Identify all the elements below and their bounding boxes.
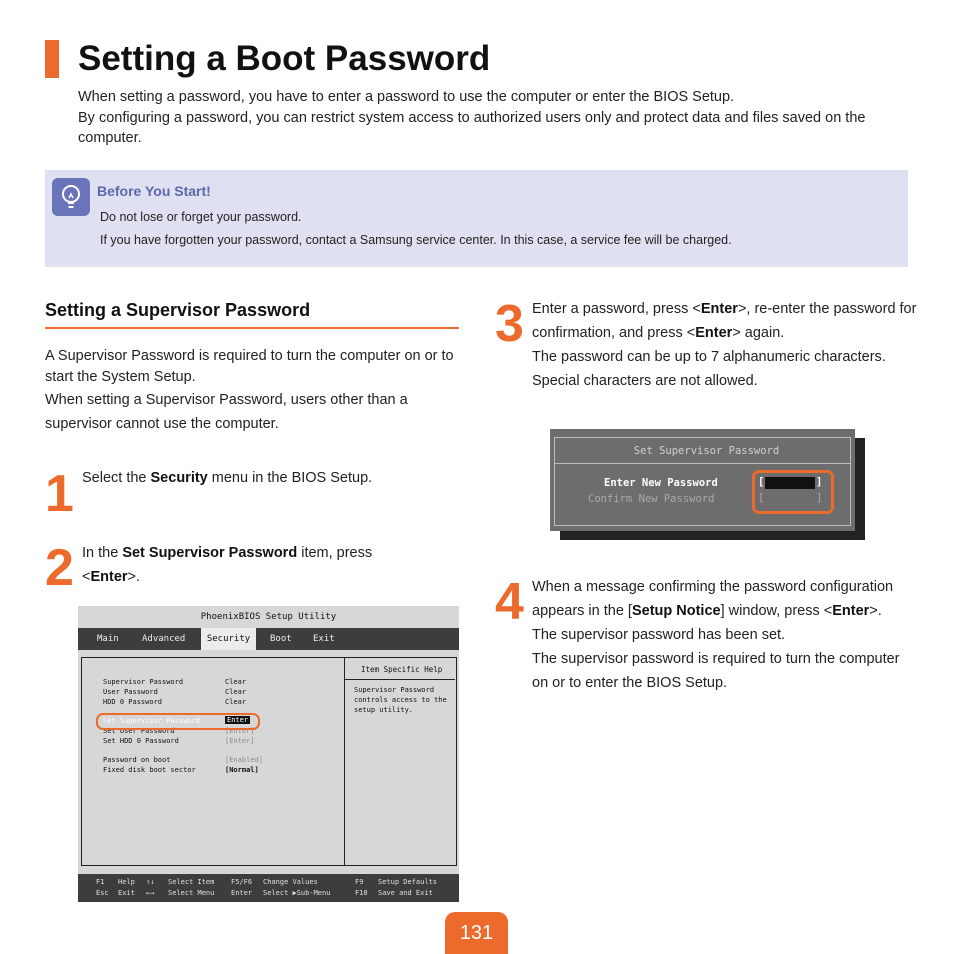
- bios-value-password-on-boot: [Enabled]: [225, 756, 263, 764]
- new-password-bracket-close: ]: [816, 476, 823, 488]
- page-title: Setting a Boot Password: [78, 39, 491, 78]
- step-1-text: [82, 466, 462, 490]
- step-4-extra-1: The supervisor password has been set.: [532, 627, 786, 643]
- step-3-pre: Enter a password, press <: [532, 301, 701, 317]
- step-3-mid: >, re-enter the password for confirmation, and press <: [532, 301, 917, 341]
- bios-key-setup-defaults: Setup Defaults: [378, 878, 438, 886]
- bios-value-supervisor-password: Clear: [225, 678, 247, 686]
- page-number-badge: 131: [445, 912, 508, 954]
- bios-item-set-hdd0-password[interactable]: Set HDD 0 Password: [103, 737, 179, 745]
- bios-value-set-hdd0-password: [Enter]: [225, 737, 255, 745]
- intro-line-1: When setting a password, you have to enter a password to use the computer or enter the BIOS Setup.: [78, 89, 735, 105]
- step-3-bold: Enter: [700, 301, 738, 317]
- bios-title: PhoenixBIOS Setup Utility: [200, 612, 337, 622]
- bios-value-user-password: Clear: [225, 688, 247, 696]
- step-2-number: 2: [45, 539, 74, 597]
- section-title: Setting a Supervisor Password: [45, 300, 311, 320]
- confirm-password-bracket-open: [: [758, 492, 765, 504]
- tip-line-2: If you have forgotten your password, contact a Samsung service center. In this case, a service fee will be charged.: [100, 233, 732, 247]
- updown-arrows-icon: ↑↓: [146, 878, 155, 886]
- step-4-bold2: Enter: [832, 603, 870, 619]
- bios-screenshot: [78, 606, 459, 902]
- title-accent-bar: [45, 40, 59, 78]
- bios-key-esc: Esc: [96, 889, 109, 897]
- bios-key-help-bar: [78, 874, 459, 902]
- bios-key-enter: Enter: [231, 889, 253, 897]
- password-dialog-title: Set Supervisor Password: [633, 445, 780, 457]
- bios-help-rule: [345, 679, 455, 680]
- tip-title: Before You Start!: [97, 183, 211, 199]
- step-2-pre: In the: [82, 545, 123, 561]
- enter-new-password-label: Enter New Password: [604, 477, 718, 489]
- bios-key-f10: F10: [355, 889, 368, 897]
- step-1-number: 1: [45, 465, 74, 523]
- step-3-bold2: Enter: [695, 325, 733, 341]
- bios-value-set-user-password: [Enter]: [225, 727, 255, 735]
- step-4-post: >.: [869, 603, 882, 619]
- section-body-line-2: When setting a Supervisor Password, users other than a supervisor cannot use the computer.: [45, 392, 408, 432]
- step-1-post: menu in the BIOS Setup.: [207, 470, 373, 486]
- step-3-post: > again.: [732, 325, 785, 341]
- bios-help-title: Item Specific Help: [361, 665, 443, 674]
- bios-menu-bar: [78, 628, 459, 650]
- bios-value-set-supervisor-password[interactable]: Enter: [227, 716, 249, 724]
- bios-key-save-exit: Save and Exit: [378, 889, 433, 897]
- step-4-pre: When a message confirming the password configuration appears in the [: [532, 579, 894, 619]
- step-3-text: [532, 297, 917, 393]
- bios-key-f1: F1: [96, 878, 105, 886]
- bios-menu-security[interactable]: Security: [201, 628, 256, 650]
- bios-key-help: Help: [118, 878, 135, 886]
- bios-item-user-password[interactable]: User Password: [103, 688, 158, 696]
- step-2-mid: item, press <: [82, 545, 373, 585]
- confirm-password-bracket-close: ]: [816, 492, 823, 504]
- bios-item-hdd0-password[interactable]: HDD 0 Password: [103, 698, 163, 706]
- step-1-bold: Security: [150, 470, 208, 486]
- step-1-pre: Select the: [82, 470, 151, 486]
- bios-panel-divider: [344, 657, 345, 866]
- bios-key-f5f6: F5/F6: [231, 878, 253, 886]
- bios-menu-exit[interactable]: Exit: [313, 634, 335, 644]
- lightbulb-icon: [52, 178, 90, 216]
- bios-value-fixed-disk-boot-sector: [Normal]: [225, 766, 259, 774]
- step-2-bold2: Enter: [90, 569, 128, 585]
- section-body-line-1: A Supervisor Password is required to turn the computer on or to start the System Setup.: [45, 348, 454, 385]
- intro-line-2: By configuring a password, you can restrict system access to authorized users only and protect data and files saved on the computer.: [78, 109, 866, 146]
- bios-item-supervisor-password[interactable]: Supervisor Password: [103, 678, 184, 686]
- intro-text: [78, 87, 918, 149]
- step-4-extra-2: The supervisor password is required to turn the computer on or to enter the BIOS Setup.: [532, 651, 900, 691]
- new-password-bracket-open: [: [758, 476, 765, 488]
- bios-help-line-2: controls access to the: [354, 696, 447, 704]
- bios-menu-main[interactable]: Main: [97, 634, 119, 644]
- bios-value-hdd0-password: Clear: [225, 698, 247, 706]
- section-underline: [45, 327, 459, 329]
- bios-key-select-menu: Select Menu: [168, 889, 215, 897]
- bios-item-password-on-boot[interactable]: Password on boot: [103, 756, 171, 764]
- step-4-mid: ] window, press <: [720, 603, 833, 619]
- bios-key-select-submenu: Select ▶Sub-Menu: [263, 889, 331, 897]
- bios-item-fixed-disk-boot-sector[interactable]: Fixed disk boot sector: [103, 766, 196, 774]
- bios-item-set-user-password[interactable]: Set User Password: [103, 727, 175, 735]
- step-2-post: >.: [127, 569, 141, 585]
- bios-menu-advanced[interactable]: Advanced: [142, 634, 186, 644]
- leftright-arrows-icon: ←→: [146, 889, 155, 897]
- set-supervisor-password-highlight: [96, 713, 260, 730]
- bios-help-line-3: setup utility.: [354, 706, 414, 714]
- bios-key-exit: Exit: [118, 889, 135, 897]
- bios-key-change-values: Change Values: [263, 878, 318, 886]
- section-body: [45, 346, 460, 436]
- bios-item-set-supervisor-password[interactable]: Set Supervisor Password: [103, 717, 200, 725]
- confirm-new-password-label: Confirm New Password: [588, 493, 715, 505]
- bios-key-f9: F9: [355, 878, 364, 886]
- step-2-text: [82, 541, 422, 589]
- bios-key-select-item: Select Item: [168, 878, 215, 886]
- bios-menu-boot[interactable]: Boot: [270, 634, 292, 644]
- step-3-extra: The password can be up to 7 alphanumeric characters. Special characters are not allowed.: [532, 349, 886, 389]
- step-4-number: 4: [495, 573, 524, 631]
- step-3-number: 3: [495, 295, 524, 353]
- password-fields-highlight: [752, 470, 834, 514]
- step-4-bold: Setup Notice: [631, 603, 721, 619]
- password-dialog-rule: [554, 463, 850, 464]
- step-2-bold: Set Supervisor Password: [122, 545, 298, 561]
- step-4-text: [532, 575, 917, 695]
- tip-line-1: Do not lose or forget your password.: [100, 210, 302, 224]
- bios-help-line-1: Supervisor Password: [354, 686, 435, 694]
